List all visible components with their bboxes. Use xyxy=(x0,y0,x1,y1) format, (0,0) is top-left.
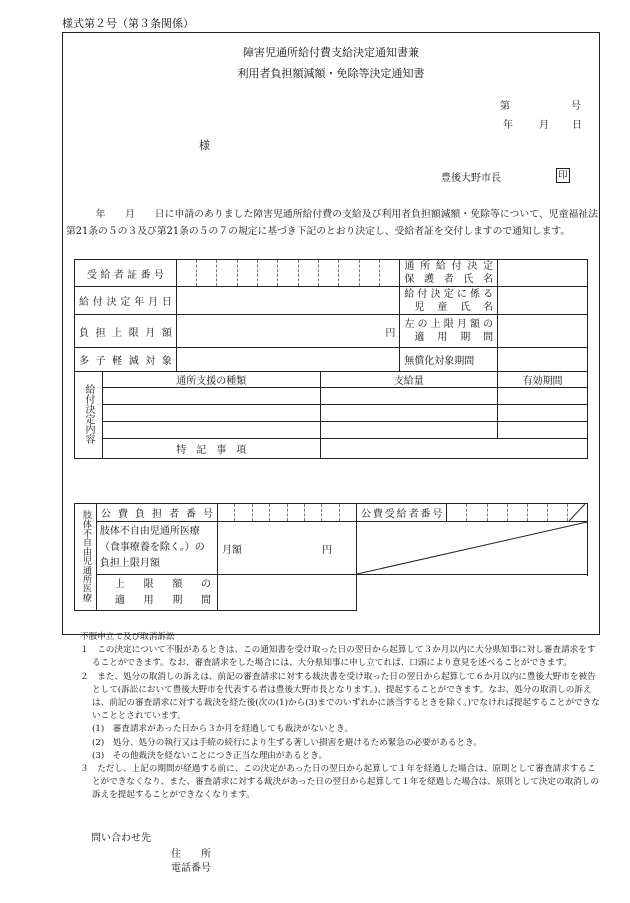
label-limit-period: 左の上限月額の 適用期間 xyxy=(400,315,498,348)
label-medical-section: 肢体不自由児通所医療 xyxy=(75,504,97,611)
service-row-2 xyxy=(102,405,320,422)
valid-row-1 xyxy=(498,388,588,405)
diagonal-cell xyxy=(356,522,587,575)
col-amount: 支給量 xyxy=(320,372,498,388)
label-limit-monthly: 負担上限月額 xyxy=(75,315,177,348)
contact-heading: 問い合わせ先 xyxy=(91,833,151,844)
multi-child-value xyxy=(176,348,399,372)
label-multi-child: 多子軽減対象 xyxy=(75,348,177,372)
free-period-value xyxy=(498,348,588,372)
body-paragraph: 年 月 日に申請のありました障害児通所給付費の支給及び利用者負担額減額・免除等について、児童福祉法第21条の５の３及び第21条の５の７の規定に基づき下記のとおり決定し、受給者証を交付しますので通知します。 xyxy=(66,209,598,237)
contact-address-label: 住 所 xyxy=(171,849,211,860)
amount-row-3 xyxy=(320,422,498,439)
limit-application-period-value xyxy=(218,575,357,611)
amount-row-1 xyxy=(320,388,498,405)
col-valid-period: 有効期間 xyxy=(498,372,588,388)
label-child-name: 給付決定に係る 児童氏名 xyxy=(400,287,498,315)
decision-table xyxy=(74,259,588,459)
label-free-period: 無償化対象期間 xyxy=(400,348,498,372)
label-public-payer-number: 公費負担者番号 xyxy=(96,504,217,522)
notes-heading: 不服申立て及び取消訴訟 xyxy=(80,632,175,642)
label-guardian-name: 通所給付決定 保護者氏名 xyxy=(400,260,498,287)
date-day: 日 xyxy=(572,120,582,131)
service-row-3 xyxy=(102,422,320,439)
addressee-honorific: 様 xyxy=(199,139,210,152)
document-title-line1: 障害児通所給付費支給決定通知書兼 xyxy=(243,46,419,59)
label-remarks: 特 記 事 項 xyxy=(102,439,320,459)
issuer-name: 豊後大野市長 xyxy=(441,173,501,184)
label-medical-limit: 肢体不自由児通所医療 （食事療養を除く。）の 負担上限月額 xyxy=(96,522,217,575)
label-decision-date: 給付決定年月日 xyxy=(75,287,177,315)
guardian-name-value xyxy=(498,260,588,287)
public-payer-number-slots xyxy=(218,504,357,522)
medical-limit-value: 月額 円 xyxy=(218,522,357,575)
limit-period-value xyxy=(498,315,588,348)
medical-table xyxy=(74,503,588,611)
valid-row-3 xyxy=(498,422,588,439)
number-suffix: 号 xyxy=(571,101,581,112)
blank-cell xyxy=(356,575,587,611)
note-3: ３ ただし、上記の期間が経過する前に、この決定があった日の翌日から起算して１年を経過した場合は、原則として審査請求することができなくなり、また、審査請求に対する裁決があった日の翌日から起算して１年を経過した場合は、原則として決定の取消しの訴えを提起することができなくなります。 xyxy=(80,764,599,801)
recipient-number-slots xyxy=(176,260,399,287)
note-2-item-1: (1) 審査請求があった日から３か月を経過しても裁決がないとき。 xyxy=(92,724,353,735)
note-2-item-2: (2) 処分、処分の執行又は手続の続行により生ずる著しい損害を避けるため緊急の必要があるとき。 xyxy=(92,737,482,748)
child-name-value xyxy=(498,287,588,315)
document-title-line2: 利用者負担額減額・免除等決定通知書 xyxy=(237,67,425,80)
contact-phone-label: 電話番号 xyxy=(171,863,211,874)
diagonal-line xyxy=(357,522,587,574)
note-2: ２ また、処分の取消しの訴えは、前記の審査請求に対する裁決書を受け取った日の翌日から起算して６か月以内に豊後大野市を被告として(訴訟において豊後大野市を代表する者は豊後大野市長となります。)、提起することができます。なお、処分の取消しの訴えは、前記の審査請求に対する裁決を経た後(次の(1)から(3)までのいずれかに該当するときを除く。)でなければ提起することができないこととされています。 xyxy=(80,671,600,722)
public-recipient-number-slots xyxy=(447,504,588,522)
label-recipient-number: 受給者証番号 xyxy=(75,260,177,287)
date-month: 月 xyxy=(539,120,549,131)
decision-date-value xyxy=(176,287,399,315)
col-service-type: 通所支援の種類 xyxy=(102,372,320,388)
diagonal-mark xyxy=(567,504,587,521)
number-prefix: 第 xyxy=(500,101,510,112)
label-public-recipient-number: 公費受給者番号 xyxy=(356,504,446,522)
service-row-1 xyxy=(102,388,320,405)
remarks-value xyxy=(320,439,588,459)
label-limit-application-period: 上限額の 適用期間 xyxy=(96,575,217,611)
amount-row-2 xyxy=(320,405,498,422)
appeal-notes xyxy=(80,631,602,803)
label-decision-content: 給付決定内容 xyxy=(75,372,103,459)
form-number: 様式第２号（第３条関係） xyxy=(62,17,194,30)
date-year: 年 xyxy=(503,120,513,131)
note-1: １ この決定について不服があるときは、この通知書を受け取った日の翌日から起算して３か月以内に大分県知事に対し審査請求をすることができます。なお、審査請求をした場合には、大分県知事に申し立てれば、口頭により意見を述べることができます。 xyxy=(80,645,596,669)
limit-monthly-value: 円 xyxy=(176,315,399,348)
valid-row-2 xyxy=(498,405,588,422)
note-2-item-3: (3) その他裁決を経ないことにつき正当な理由があるとき。 xyxy=(92,750,328,761)
seal-mark: 印 xyxy=(556,168,570,183)
